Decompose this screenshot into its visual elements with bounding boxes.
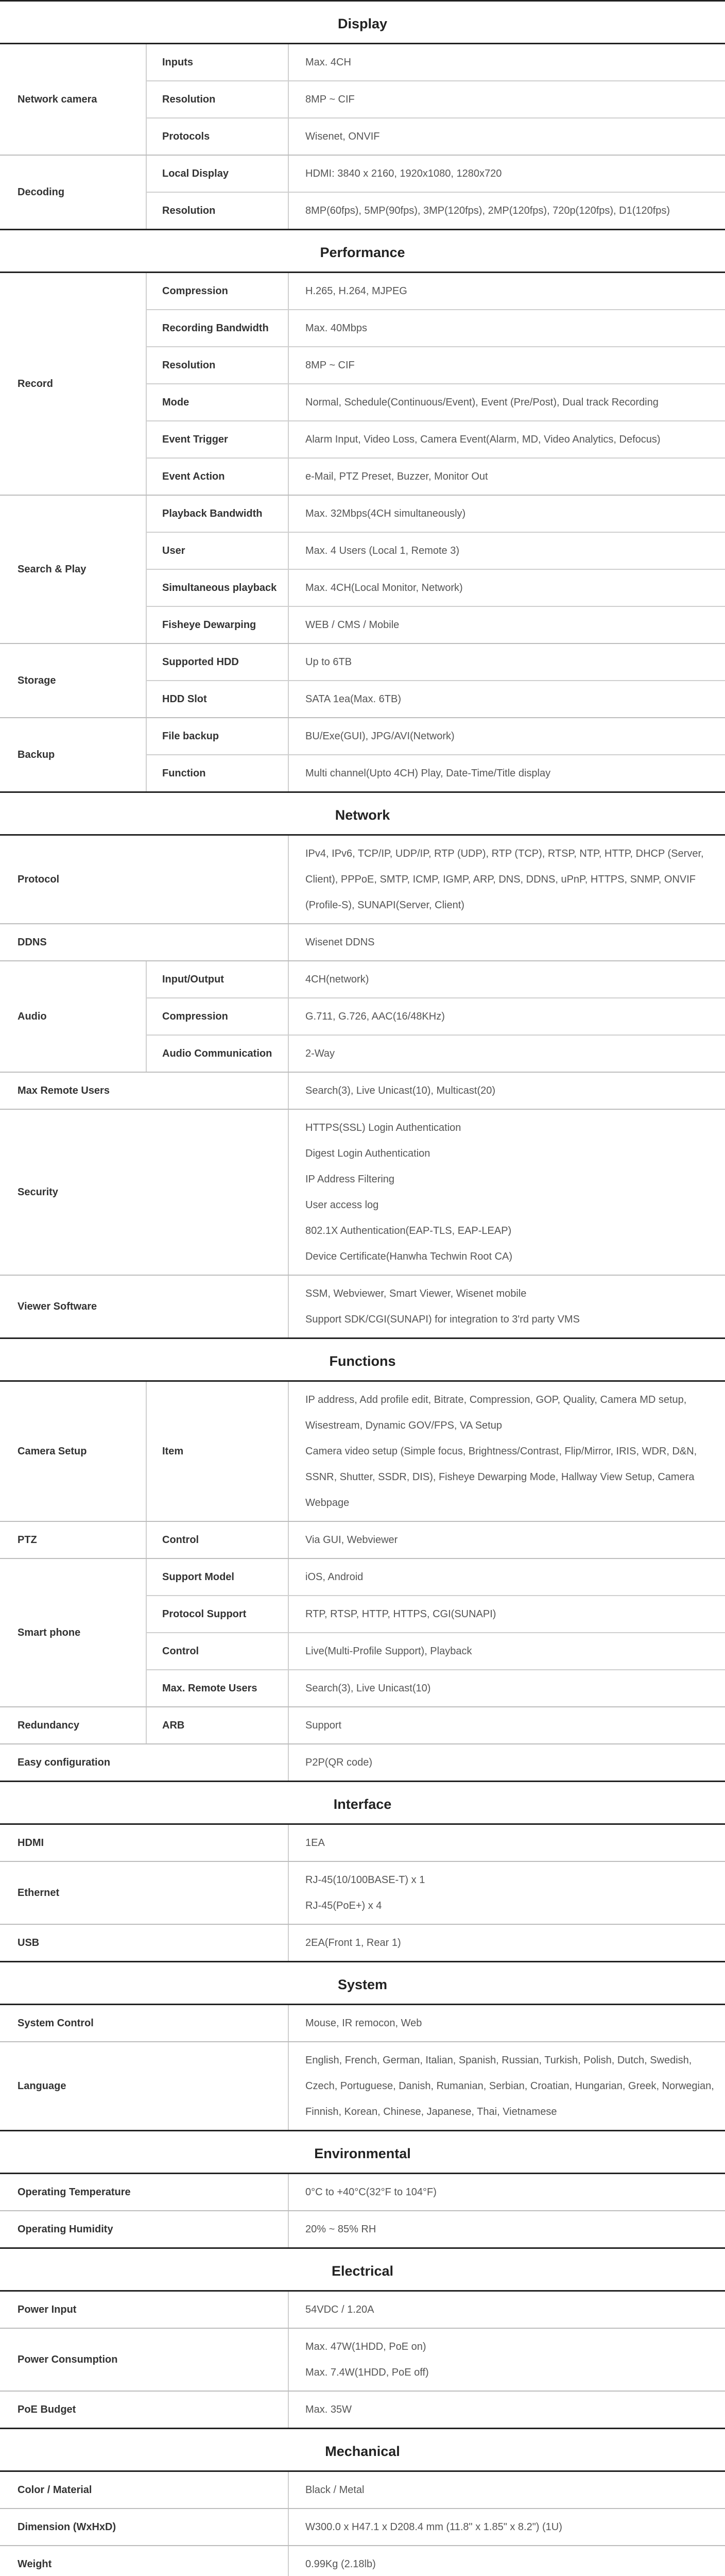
spec-value-line: IP address, Add profile edit, Bitrate, Compression, GOP, Quality, Camera MD setup, Wisestream, Dynamic GOV/FPS, VA Setup <box>305 1394 687 1431</box>
spec-rows <box>289 2042 725 2130</box>
group-label: Backup <box>0 718 147 791</box>
spec-row <box>289 1925 725 1961</box>
spec-value-line: BU/Exe(GUI), JPG/AVI(Network) <box>305 731 455 742</box>
spec-group <box>0 924 725 961</box>
spec-row <box>147 998 725 1036</box>
spec-group <box>0 1559 725 1707</box>
spec-rows <box>289 1825 725 1861</box>
row-label: Resolution <box>147 193 289 229</box>
spec-value-line: RJ-45(PoE+) x 4 <box>305 1900 382 1911</box>
spec-rows <box>289 2292 725 2328</box>
spec-value-line: Camera video setup (Simple focus, Brightness/Contrast, Flip/Mirror, IRIS, WDR, D&N, SSNR, Shutter, SSDR, DIS), Fisheye Dewarping Mode, Hallway View Setup, Camera Webpage <box>305 1446 697 1509</box>
spec-value <box>289 2042 725 2130</box>
spec-row <box>147 1559 725 1596</box>
spec-value-line: P2P(QR code) <box>305 1757 373 1768</box>
group-label: DDNS <box>0 924 289 960</box>
spec-row <box>147 570 725 607</box>
spec-value <box>289 1707 725 1743</box>
spec-row <box>289 1862 725 1924</box>
spec-value <box>289 1036 725 1072</box>
spec-value-line: HDMI: 3840 x 2160, 1920x1080, 1280x720 <box>305 168 502 179</box>
section-body <box>0 2174 725 2247</box>
section-body <box>0 1825 725 1961</box>
spec-value-line: RJ-45(10/100BASE-T) x 1 <box>305 1874 425 1886</box>
spec-value-line: Device Certificate(Hanwha Techwin Root CA) <box>305 1251 513 1262</box>
group-label: Dimension (WxHxD) <box>0 2509 289 2545</box>
spec-value-line: Search(3), Live Unicast(10) <box>305 1683 431 1694</box>
group-label: Decoding <box>0 156 147 229</box>
spec-value-line: SSM, Webviewer, Smart Viewer, Wisenet mobile <box>305 1288 527 1299</box>
spec-group <box>0 2005 725 2042</box>
spec-value-line: 2EA(Front 1, Rear 1) <box>305 1937 401 1948</box>
spec-value-line: Max. 47W(1HDD, PoE on) <box>305 2341 426 2352</box>
spec-group <box>0 156 725 229</box>
spec-row <box>147 156 725 193</box>
spec-row <box>147 1382 725 1521</box>
row-label: Mode <box>147 384 289 420</box>
spec-row <box>289 2329 725 2391</box>
spec-row <box>147 193 725 229</box>
spec-rows <box>289 924 725 960</box>
row-label: File backup <box>147 718 289 754</box>
section-body <box>0 44 725 229</box>
spec-value-line: Up to 6TB <box>305 656 352 668</box>
row-label: Control <box>147 1633 289 1669</box>
section-body <box>0 2472 725 2576</box>
spec-rows <box>289 1862 725 1924</box>
section-title: System <box>0 1961 725 2005</box>
spec-rows <box>147 44 725 155</box>
spec-value-line: Black / Metal <box>305 2484 365 2496</box>
spec-row <box>147 1036 725 1072</box>
spec-rows <box>147 718 725 791</box>
group-label: HDMI <box>0 1825 289 1861</box>
spec-row <box>289 924 725 960</box>
group-label: Language <box>0 2042 289 2130</box>
spec-row <box>147 1633 725 1670</box>
spec-row <box>147 533 725 570</box>
spec-value <box>289 755 725 791</box>
spec-value-line: 0.99Kg (2.18lb) <box>305 2558 376 2570</box>
spec-rows <box>147 156 725 229</box>
spec-row <box>147 607 725 643</box>
spec-value-line: Support <box>305 1720 342 1731</box>
spec-value-line: Max. 35W <box>305 2404 352 2415</box>
spec-row <box>289 2292 725 2328</box>
spec-rows <box>147 1707 725 1743</box>
spec-group <box>0 1825 725 1862</box>
group-label: PTZ <box>0 1522 147 1558</box>
spec-value <box>289 961 725 997</box>
spec-group <box>0 2211 725 2247</box>
spec-value-line: 8MP ~ CIF <box>305 360 355 371</box>
group-label: Color / Material <box>0 2472 289 2508</box>
spec-rows <box>147 961 725 1072</box>
row-label: Playback Bandwidth <box>147 496 289 532</box>
spec-rows <box>289 2392 725 2428</box>
spec-row <box>289 1276 725 1337</box>
group-label: Max Remote Users <box>0 1073 289 1109</box>
spec-value <box>289 2211 725 2247</box>
spec-value-line: 8MP ~ CIF <box>305 94 355 105</box>
spec-value <box>289 1744 725 1781</box>
spec-group <box>0 496 725 644</box>
spec-value <box>289 998 725 1035</box>
spec-value <box>289 2174 725 2210</box>
spec-row <box>289 836 725 923</box>
spec-group <box>0 2546 725 2576</box>
spec-row <box>147 644 725 681</box>
spec-value-line: Wisenet DDNS <box>305 937 375 948</box>
spec-rows <box>289 1925 725 1961</box>
spec-rows <box>147 273 725 495</box>
spec-group <box>0 1744 725 1781</box>
row-label: Item <box>147 1382 289 1521</box>
spec-group <box>0 961 725 1073</box>
group-label: Search & Play <box>0 496 147 643</box>
section-body <box>0 2005 725 2130</box>
spec-value <box>289 1633 725 1669</box>
group-label: Viewer Software <box>0 1276 289 1337</box>
spec-value <box>289 1670 725 1706</box>
spec-rows <box>147 496 725 643</box>
row-label: Resolution <box>147 347 289 383</box>
spec-value-line: e-Mail, PTZ Preset, Buzzer, Monitor Out <box>305 471 488 482</box>
section-body <box>0 1382 725 1781</box>
row-label: ARB <box>147 1707 289 1743</box>
spec-value-line: HTTPS(SSL) Login Authentication <box>305 1122 461 1133</box>
row-label: Protocol Support <box>147 1596 289 1632</box>
spec-row <box>147 81 725 118</box>
spec-value <box>289 193 725 229</box>
spec-group <box>0 836 725 924</box>
spec-value-line: English, French, German, Italian, Spanish, Russian, Turkish, Polish, Dutch, Swedish, Czech, Portuguese, Danish, Rumanian, Serbian, Croatian, Hungarian, Greek, Norwegian, Finnish, Korean, Chinese, Japanese, Thai, Vietnamese <box>305 2055 714 2117</box>
spec-group <box>0 1073 725 1110</box>
spec-group <box>0 2392 725 2428</box>
row-label: Audio Communication <box>147 1036 289 1072</box>
row-label: Simultaneous playback <box>147 570 289 606</box>
spec-rows <box>289 2546 725 2576</box>
group-label: Security <box>0 1110 289 1275</box>
group-label: Record <box>0 273 147 495</box>
spec-row <box>147 1670 725 1706</box>
spec-row <box>289 2472 725 2508</box>
spec-value-line: H.265, H.264, MJPEG <box>305 285 407 297</box>
spec-group <box>0 2509 725 2546</box>
group-label: Audio <box>0 961 147 1072</box>
spec-value <box>289 718 725 754</box>
row-label: Compression <box>147 998 289 1035</box>
spec-group <box>0 644 725 718</box>
row-label: User <box>147 533 289 569</box>
spec-row <box>289 1825 725 1861</box>
spec-row <box>147 459 725 495</box>
spec-value <box>289 681 725 717</box>
section-body <box>0 2292 725 2428</box>
spec-rows <box>289 2472 725 2508</box>
spec-row <box>147 961 725 998</box>
spec-value-line: Mouse, IR remocon, Web <box>305 2018 422 2029</box>
group-label: Ethernet <box>0 1862 289 1924</box>
spec-value <box>289 2546 725 2576</box>
spec-group <box>0 1522 725 1559</box>
group-label: Operating Temperature <box>0 2174 289 2210</box>
section-title: Interface <box>0 1781 725 1825</box>
group-label: Smart phone <box>0 1559 147 1706</box>
spec-group <box>0 718 725 791</box>
section-title: Electrical <box>0 2247 725 2292</box>
group-label: Weight <box>0 2546 289 2576</box>
row-label: Supported HDD <box>147 644 289 680</box>
spec-row <box>147 44 725 81</box>
spec-value-line: Digest Login Authentication <box>305 1148 430 1159</box>
spec-value-line: 4CH(network) <box>305 974 369 985</box>
spec-rows <box>147 644 725 717</box>
spec-value <box>289 156 725 192</box>
spec-group <box>0 2292 725 2329</box>
spec-value-line: IPv4, IPv6, TCP/IP, UDP/IP, RTP (UDP), RTP (TCP), RTSP, NTP, HTTP, DHCP (Server, Client), PPPoE, SMTP, ICMP, IGMP, ARP, DNS, DDNS, uPnP, HTTPS, SNMP, ONVIF (Profile-S), SUNAPI(Server, Client) <box>305 848 704 911</box>
spec-value-line: Alarm Input, Video Loss, Camera Event(Alarm, MD, Video Analytics, Defocus) <box>305 434 661 445</box>
spec-group <box>0 2472 725 2509</box>
spec-value-line: Max. 32Mbps(4CH simultaneously) <box>305 508 466 519</box>
spec-value <box>289 496 725 532</box>
row-label: Control <box>147 1522 289 1558</box>
spec-row <box>147 347 725 384</box>
spec-value <box>289 1862 725 1924</box>
spec-rows <box>289 2509 725 2545</box>
spec-value-line: Max. 4CH(Local Monitor, Network) <box>305 582 463 594</box>
group-label: Storage <box>0 644 147 717</box>
spec-value <box>289 644 725 680</box>
spec-group <box>0 1276 725 1337</box>
spec-group <box>0 2329 725 2392</box>
group-label: System Control <box>0 2005 289 2041</box>
spec-row <box>147 1707 725 1743</box>
spec-value-line: Support SDK/CGI(SUNAPI) for integration to 3'rd party VMS <box>305 1314 580 1325</box>
spec-value-line: Max. 4 Users (Local 1, Remote 3) <box>305 545 459 556</box>
spec-value-line: User access log <box>305 1199 379 1211</box>
spec-row <box>147 718 725 755</box>
spec-row <box>289 1744 725 1781</box>
group-label: PoE Budget <box>0 2392 289 2428</box>
spec-value <box>289 2292 725 2328</box>
spec-row <box>147 118 725 155</box>
group-label: Power Input <box>0 2292 289 2328</box>
spec-row <box>289 2509 725 2545</box>
spec-rows <box>289 2211 725 2247</box>
spec-group <box>0 1925 725 1961</box>
spec-value-line: G.711, G.726, AAC(16/48KHz) <box>305 1011 445 1022</box>
spec-value <box>289 2005 725 2041</box>
spec-value <box>289 1596 725 1632</box>
spec-rows <box>147 1559 725 1706</box>
spec-group <box>0 2174 725 2211</box>
group-label: Easy configuration <box>0 1744 289 1781</box>
group-label: Network camera <box>0 44 147 155</box>
spec-value-line: 0°C to +40°C(32°F to 104°F) <box>305 2187 437 2198</box>
row-label: Input/Output <box>147 961 289 997</box>
spec-row <box>147 310 725 347</box>
spec-row <box>289 2042 725 2130</box>
spec-value-line: SATA 1ea(Max. 6TB) <box>305 693 401 705</box>
spec-value-line: IP Address Filtering <box>305 1174 395 1185</box>
spec-value <box>289 347 725 383</box>
section-title: Environmental <box>0 2130 725 2174</box>
spec-rows <box>289 2005 725 2041</box>
spec-group <box>0 1382 725 1522</box>
group-label: Camera Setup <box>0 1382 147 1521</box>
spec-value <box>289 570 725 606</box>
spec-row <box>147 421 725 459</box>
row-label: Support Model <box>147 1559 289 1595</box>
spec-value-line: 8MP(60fps), 5MP(90fps), 3MP(120fps), 2MP(120fps), 720p(120fps), D1(120fps) <box>305 205 670 216</box>
row-label: Max. Remote Users <box>147 1670 289 1706</box>
spec-value-line: W300.0 x H47.1 x D208.4 mm (11.8" x 1.85" x 8.2") (1U) <box>305 2521 562 2533</box>
spec-group <box>0 2042 725 2130</box>
spec-value-line: iOS, Android <box>305 1571 364 1583</box>
row-label: HDD Slot <box>147 681 289 717</box>
section-body <box>0 273 725 791</box>
spec-row <box>289 2546 725 2576</box>
spec-value <box>289 836 725 923</box>
spec-value <box>289 2329 725 2391</box>
spec-rows <box>147 1382 725 1521</box>
section-title: Mechanical <box>0 2428 725 2472</box>
group-label: USB <box>0 1925 289 1961</box>
spec-row <box>147 681 725 717</box>
spec-value <box>289 310 725 346</box>
spec-value-line: Search(3), Live Unicast(10), Multicast(20) <box>305 1085 496 1096</box>
spec-value <box>289 1382 725 1521</box>
spec-rows <box>289 2174 725 2210</box>
spec-value-line: Max. 7.4W(1HDD, PoE off) <box>305 2367 429 2378</box>
spec-value <box>289 924 725 960</box>
spec-value-line: Live(Multi-Profile Support), Playback <box>305 1646 472 1657</box>
section-title: Display <box>0 0 725 44</box>
spec-value-line: 54VDC / 1.20A <box>305 2304 374 2315</box>
row-label: Event Trigger <box>147 421 289 457</box>
spec-rows <box>289 1110 725 1275</box>
spec-row <box>289 1073 725 1109</box>
spec-row <box>147 496 725 533</box>
spec-rows <box>289 2329 725 2391</box>
section-title: Performance <box>0 229 725 273</box>
group-label: Power Consumption <box>0 2329 289 2391</box>
spec-value-line: Multi channel(Upto 4CH) Play, Date-Time/Title display <box>305 768 551 779</box>
spec-rows <box>289 1073 725 1109</box>
spec-value <box>289 81 725 117</box>
spec-group <box>0 273 725 496</box>
section-title: Functions <box>0 1337 725 1382</box>
row-label: Function <box>147 755 289 791</box>
spec-value-line: 802.1X Authentication(EAP-TLS, EAP-LEAP) <box>305 1225 512 1236</box>
spec-row <box>289 2211 725 2247</box>
spec-value <box>289 273 725 309</box>
spec-value <box>289 1559 725 1595</box>
spec-value-line: 2-Way <box>305 1048 335 1059</box>
spec-value <box>289 533 725 569</box>
group-label: Protocol <box>0 836 289 923</box>
spec-value-line: Via GUI, Webviewer <box>305 1534 398 1546</box>
spec-value <box>289 1276 725 1337</box>
spec-group <box>0 44 725 156</box>
spec-value <box>289 2472 725 2508</box>
spec-row <box>147 384 725 421</box>
spec-group <box>0 1707 725 1744</box>
spec-value <box>289 1522 725 1558</box>
row-label: Inputs <box>147 44 289 80</box>
spec-value-line: 20% ~ 85% RH <box>305 2224 376 2235</box>
spec-value <box>289 44 725 80</box>
row-label: Event Action <box>147 459 289 495</box>
spec-value-line: Normal, Schedule(Continuous/Event), Event (Pre/Post), Dual track Recording <box>305 397 659 408</box>
spec-value <box>289 1110 725 1275</box>
spec-rows <box>289 836 725 923</box>
spec-value <box>289 459 725 495</box>
spec-rows <box>289 1276 725 1337</box>
spec-group <box>0 1110 725 1276</box>
spec-rows <box>289 1744 725 1781</box>
spec-value-line: Wisenet, ONVIF <box>305 131 380 142</box>
spec-row <box>289 1110 725 1275</box>
spec-value-line: 1EA <box>305 1837 325 1849</box>
spec-row <box>147 273 725 310</box>
row-label: Local Display <box>147 156 289 192</box>
spec-value <box>289 1073 725 1109</box>
spec-value <box>289 2509 725 2545</box>
section-title: Network <box>0 791 725 836</box>
spec-value <box>289 421 725 457</box>
row-label: Compression <box>147 273 289 309</box>
spec-value <box>289 2392 725 2428</box>
spec-value <box>289 1825 725 1861</box>
row-label: Fisheye Dewarping <box>147 607 289 643</box>
spec-value <box>289 118 725 155</box>
spec-row <box>147 1596 725 1633</box>
spec-rows <box>147 1522 725 1558</box>
spec-row <box>289 2005 725 2041</box>
spec-value-line: Max. 40Mbps <box>305 323 368 334</box>
spec-value-line: RTP, RTSP, HTTP, HTTPS, CGI(SUNAPI) <box>305 1608 496 1620</box>
spec-value <box>289 384 725 420</box>
spec-row <box>289 2392 725 2428</box>
group-label: Operating Humidity <box>0 2211 289 2247</box>
row-label: Resolution <box>147 81 289 117</box>
spec-row <box>289 2174 725 2210</box>
spec-group <box>0 1862 725 1925</box>
spec-row <box>147 1522 725 1558</box>
spec-value <box>289 607 725 643</box>
group-label: Redundancy <box>0 1707 147 1743</box>
row-label: Protocols <box>147 118 289 155</box>
spec-row <box>147 755 725 791</box>
spec-value-line: WEB / CMS / Mobile <box>305 619 400 631</box>
row-label: Recording Bandwidth <box>147 310 289 346</box>
spec-value-line: Max. 4CH <box>305 57 351 68</box>
section-body <box>0 836 725 1337</box>
spec-value <box>289 1925 725 1961</box>
